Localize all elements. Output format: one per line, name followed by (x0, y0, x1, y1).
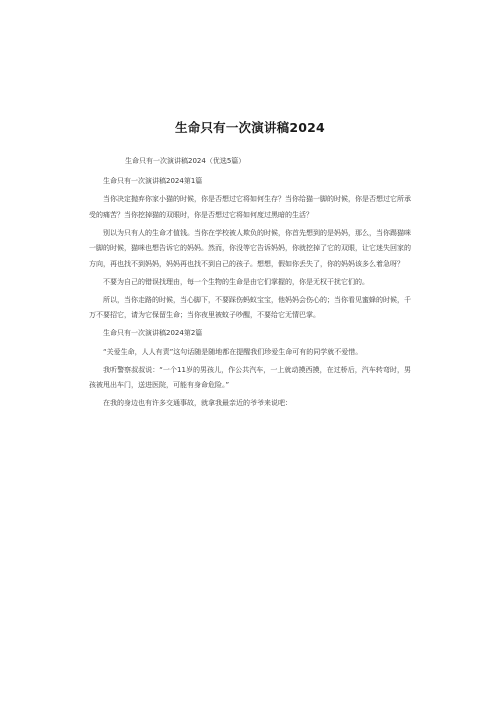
document-body (89, 154, 411, 414)
paragraph: 当你决定抛弃你家小猫的时候，你是否想过它将如何生存？当你给猫一脚的时候，你是否想过它所承受的痛苦？当你挖掉猫的双眼时，你是否想过它将如何度过黑暗的生活？ (89, 195, 411, 219)
paragraph: 我听警察叔叔说：“一个11岁的男孩儿，作公共汽车，一上就动摸西摸，在过桥后，汽车转弯时，男孩被甩出车门，送进医院，可能有身命危险。” (89, 365, 411, 389)
section-heading: 生命只有一次演讲稿2024第2篇 (103, 329, 203, 337)
paragraph: 别以为只有人的生命才值钱。当你在学校被人欺负的时候，你首先想到的是妈妈，那么，当你踢猫咪一脚的时候，猫咪也想告诉它的妈妈。然而，你没等它告诉妈妈，你就挖掉了它的双眼，让它迷失回家的方向，再也找不到妈妈，妈妈再也找不到自己的孩子。想想，假如你丢失了，你的妈妈该多么着急呀？ (89, 228, 411, 268)
document-subtitle: 生命只有一次演讲稿2024（优选5篇） (125, 157, 246, 165)
paragraph: 不要为自己的错误找理由，每一个生物的生命是由它们掌握的，你是无权干扰它们的。 (103, 277, 369, 286)
paragraph: “关爱生命，人人有责”这句话随是随地都在提醒我们珍爱生命可有的同学就不爱惜。 (103, 347, 363, 356)
paragraph: 在我的身边也有许多交通事故，就拿我最亲近的爷爷来说吧： (103, 399, 292, 407)
document-title: 生命只有一次演讲稿2024 (175, 120, 325, 135)
paragraph: 所以，当你走路的时候，当心脚下，不要踩伤蚂蚁宝宝，他妈妈会伤心的；当你看见蜜蜂的时候，千万不要招它，请为它保留生命；当你夜里被蚊子吵醒，不要给它无情巴掌。 (89, 295, 411, 319)
section-heading: 生命只有一次演讲稿2024第1篇 (103, 176, 203, 185)
